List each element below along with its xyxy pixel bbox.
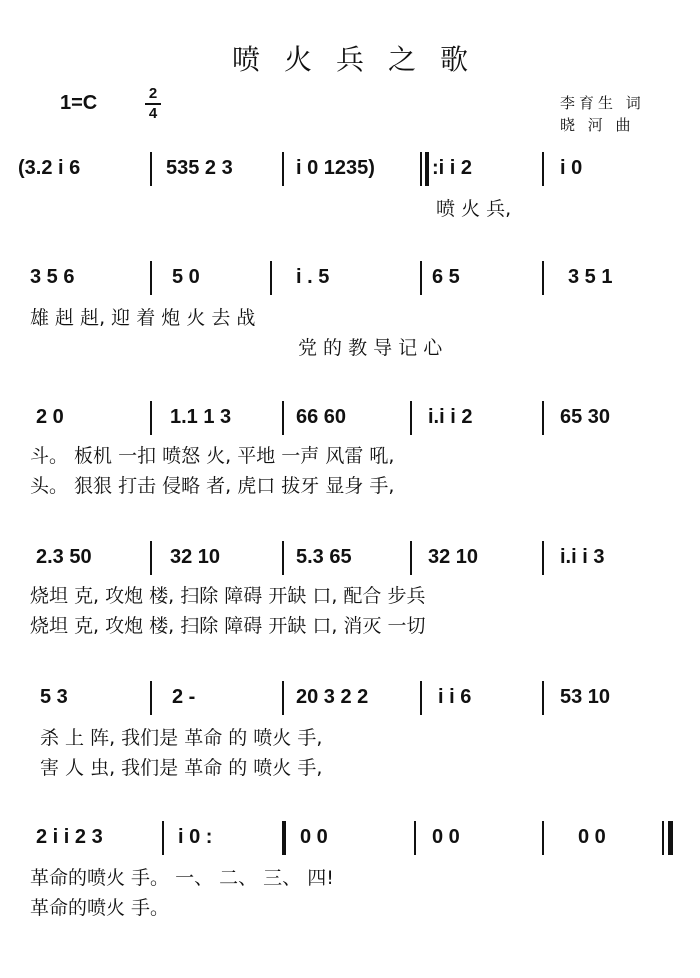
measure-notes: 5.3 65 xyxy=(296,546,352,568)
measure-notes: 3 5 1 xyxy=(568,266,613,288)
lyrics-verse-2: 党 的 教 导 记 心 xyxy=(298,337,443,359)
time-signature-bottom: 4 xyxy=(148,105,158,122)
measure-notes: 32 10 xyxy=(170,546,221,568)
barline xyxy=(150,681,152,715)
lyrics-verse-1: 斗。 板机 一扣 喷怒 火, 平地 一声 风雷 吼, xyxy=(30,445,395,467)
barline xyxy=(150,401,152,435)
barline xyxy=(282,541,284,575)
barline xyxy=(150,541,152,575)
barline xyxy=(662,821,664,855)
time-signature-top: 2 xyxy=(148,85,158,102)
barline xyxy=(420,261,422,295)
measure-notes: 5 0 xyxy=(172,266,200,288)
measure-notes: 0 0 xyxy=(432,826,460,848)
lyrics-verse-1: 喷 火 兵, xyxy=(436,198,512,220)
barline xyxy=(542,821,544,855)
barline xyxy=(542,152,544,186)
lyrics-verse-2: 革命的喷火 手。 xyxy=(30,897,170,919)
measure-notes: i 0 : xyxy=(178,826,213,848)
barline xyxy=(542,681,544,715)
measure-notes: 32 10 xyxy=(428,546,479,568)
lyrics-verse-2: 头。 狠狠 打击 侵略 者, 虎口 拔牙 显身 手, xyxy=(30,475,395,497)
barline xyxy=(542,541,544,575)
barline xyxy=(542,401,544,435)
lyrics-verse-2: 烧坦 克, 攻炮 楼, 扫除 障碍 开缺 口, 消灭 一切 xyxy=(30,615,426,637)
barline xyxy=(150,152,152,186)
measure-notes: i . 5 xyxy=(296,266,330,288)
barline xyxy=(282,152,284,186)
measure-notes: 2 - xyxy=(172,686,196,708)
key-signature: 1=C xyxy=(60,92,98,114)
repeat-barline xyxy=(282,821,286,855)
barline xyxy=(150,261,152,295)
measure-notes: i 0 xyxy=(560,157,583,179)
measure-notes: i i 6 xyxy=(438,686,472,708)
barline xyxy=(270,261,272,295)
composer-credit: 晓 河 曲 xyxy=(560,116,635,134)
measure-notes: 20 3 2 2 xyxy=(296,686,369,708)
measure-notes: 66 60 xyxy=(296,406,347,428)
song-title: 喷火兵之歌 xyxy=(231,43,492,76)
measure-notes: 2 i i 2 3 xyxy=(36,826,103,848)
final-barline xyxy=(668,821,673,855)
barline xyxy=(410,401,412,435)
measure-notes: 0 0 xyxy=(578,826,606,848)
measure-notes: i 0 1235) xyxy=(296,157,375,179)
lyrics-verse-1: 杀 上 阵, 我们是 革命 的 喷火 手, xyxy=(40,727,323,749)
measure-notes: :i i 2 xyxy=(432,157,473,179)
measure-notes: 6 5 xyxy=(432,266,460,288)
measure-notes: 53 10 xyxy=(560,686,611,708)
measure-notes: 2 0 xyxy=(36,406,64,428)
measure-notes: 0 0 xyxy=(300,826,328,848)
lyrics-verse-1: 雄 赳 赳, 迎 着 炮 火 去 战 xyxy=(30,307,256,329)
barline xyxy=(420,681,422,715)
lyrics-verse-1: 革命的喷火 手。 一、 二、 三、 四! xyxy=(30,867,334,889)
barline xyxy=(420,152,422,186)
lyrics-verse-2: 害 人 虫, 我们是 革命 的 喷火 手, xyxy=(40,757,323,779)
measure-notes: 3 5 6 xyxy=(30,266,75,288)
lyricist-credit: 李育生 词 xyxy=(560,94,645,112)
barline xyxy=(542,261,544,295)
measure-notes: 535 2 3 xyxy=(166,157,233,179)
measure-notes: 5 3 xyxy=(40,686,68,708)
measure-notes: (3.2 i 6 xyxy=(18,157,81,179)
barline xyxy=(282,681,284,715)
barline xyxy=(282,401,284,435)
time-signature xyxy=(145,86,161,122)
lyrics-verse-1: 烧坦 克, 攻炮 楼, 扫除 障碍 开缺 口, 配合 步兵 xyxy=(30,585,426,607)
measure-notes: 1.1 1 3 xyxy=(170,406,232,428)
barline xyxy=(414,821,416,855)
measure-notes: 65 30 xyxy=(560,406,611,428)
measure-notes: i.i i 3 xyxy=(560,546,605,568)
barline xyxy=(162,821,164,855)
repeat-barline xyxy=(425,152,429,186)
measure-notes: 2.3 50 xyxy=(36,546,92,568)
barline xyxy=(410,541,412,575)
measure-notes: i.i i 2 xyxy=(428,406,473,428)
